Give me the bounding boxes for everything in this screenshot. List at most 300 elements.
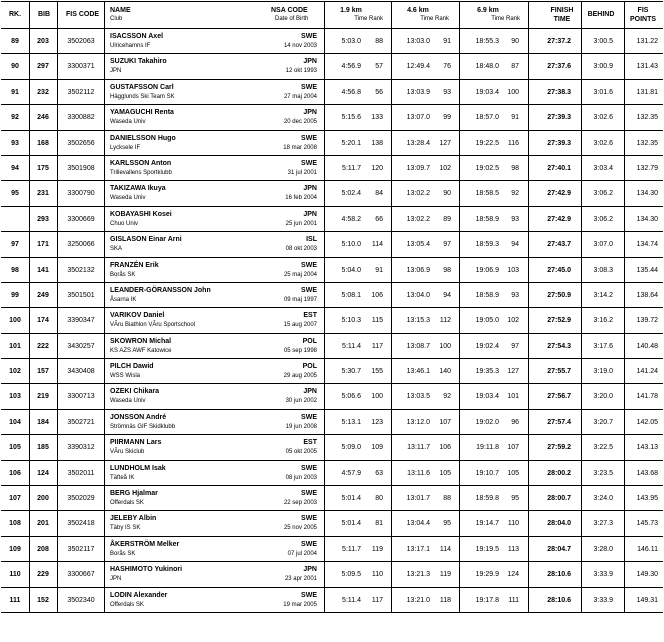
table-row bbox=[1, 384, 663, 409]
cell-split2-rank: 114 bbox=[439, 545, 451, 553]
cell-athlete-name: JONSSON André bbox=[110, 413, 167, 421]
column-divider bbox=[391, 461, 392, 485]
cell-athlete-name: ISACSSON Axel bbox=[110, 33, 164, 40]
cell-club: JPN bbox=[110, 576, 122, 583]
column-divider bbox=[581, 283, 582, 307]
column-divider bbox=[104, 232, 105, 256]
cell-fis-code: 3390347 bbox=[67, 317, 95, 325]
cell-split2-time: 13:12.0 bbox=[406, 418, 430, 426]
column-divider bbox=[459, 384, 460, 408]
cell-fis-code: 3300669 bbox=[67, 215, 95, 223]
column-divider bbox=[324, 359, 325, 383]
cell-dob: 19 mar 2005 bbox=[283, 601, 317, 608]
cell-bib: 246 bbox=[37, 114, 49, 122]
column-divider bbox=[391, 537, 392, 561]
cell-split1-rank: 66 bbox=[375, 215, 383, 223]
column-divider bbox=[528, 588, 529, 612]
cell-fis-points: 149.31 bbox=[636, 596, 658, 604]
cell-split3-rank: 107 bbox=[507, 444, 519, 452]
cell-bib: 152 bbox=[37, 596, 49, 604]
column-divider bbox=[528, 511, 529, 535]
cell-split1-time: 5:08.1 bbox=[341, 291, 361, 299]
column-divider bbox=[104, 80, 105, 104]
column-divider bbox=[104, 359, 105, 383]
cell-split1-time: 5:30.7 bbox=[341, 368, 361, 376]
column-divider bbox=[391, 334, 392, 358]
column-divider bbox=[624, 461, 625, 485]
table-row bbox=[1, 283, 663, 308]
cell-rank: 91 bbox=[11, 88, 19, 96]
cell-bib: 184 bbox=[37, 418, 49, 426]
cell-split1-time: 5:01.4 bbox=[341, 520, 361, 528]
cell-split3-time: 19:02.4 bbox=[475, 342, 499, 350]
cell-club: Waseda Univ bbox=[110, 398, 146, 405]
cell-club: Chuo Univ bbox=[110, 220, 139, 227]
cell-finish-time: 27:42.9 bbox=[547, 190, 571, 198]
column-divider bbox=[528, 283, 529, 307]
table-row bbox=[1, 54, 663, 79]
cell-fis-points: 138.64 bbox=[636, 291, 658, 299]
cell-split2-time: 13:02.2 bbox=[406, 190, 430, 198]
cell-bib: 229 bbox=[37, 571, 49, 579]
cell-split3-rank: 124 bbox=[507, 571, 519, 579]
cell-athlete-name: JELEBY Albin bbox=[110, 515, 157, 523]
cell-dob: 08 okt 2003 bbox=[285, 246, 317, 253]
cell-dob: 16 feb 2004 bbox=[285, 195, 317, 202]
column-divider bbox=[29, 410, 30, 434]
results-table-body bbox=[1, 29, 663, 613]
table-row bbox=[1, 562, 663, 587]
cell-behind: 3:20.0 bbox=[593, 393, 613, 401]
cell-bib: 208 bbox=[37, 545, 49, 553]
cell-club: Offerdals SK bbox=[110, 500, 144, 507]
cell-split1-rank: 91 bbox=[375, 266, 383, 274]
cell-dob: 09 maj 1997 bbox=[283, 296, 317, 303]
cell-rank: 99 bbox=[11, 291, 19, 299]
cell-finish-time: 27:43.7 bbox=[547, 241, 571, 249]
column-divider bbox=[528, 410, 529, 434]
cell-nsa-code: JPN bbox=[303, 109, 317, 117]
cell-finish-time: 27:40.1 bbox=[547, 164, 571, 172]
column-divider bbox=[581, 486, 582, 510]
column-divider bbox=[391, 562, 392, 586]
column-divider bbox=[391, 131, 392, 155]
header-split3-time-rank: Time Rank bbox=[491, 16, 520, 22]
cell-dob: 07 jul 2004 bbox=[287, 550, 317, 557]
cell-dob: 05 okt 2005 bbox=[285, 449, 317, 456]
column-divider bbox=[624, 80, 625, 104]
cell-split1-rank: 81 bbox=[375, 520, 383, 528]
cell-finish-time: 27:37.6 bbox=[547, 63, 571, 71]
cell-nsa-code: POL bbox=[302, 363, 317, 371]
cell-split1-rank: 117 bbox=[371, 596, 383, 604]
cell-fis-points: 134.30 bbox=[636, 215, 658, 223]
cell-split3-time: 18:58.9 bbox=[475, 215, 499, 223]
column-divider bbox=[391, 156, 392, 180]
cell-split2-rank: 95 bbox=[443, 520, 451, 528]
column-divider bbox=[29, 461, 30, 485]
cell-split3-rank: 91 bbox=[511, 114, 519, 122]
cell-split3-rank: 96 bbox=[511, 418, 519, 426]
cell-bib: 219 bbox=[37, 393, 49, 401]
cell-behind: 3:17.6 bbox=[593, 342, 613, 350]
cell-club: Waseda Univ bbox=[110, 195, 146, 202]
column-divider bbox=[104, 156, 105, 180]
cell-split1-time: 4:58.2 bbox=[341, 215, 361, 223]
column-divider bbox=[324, 232, 325, 256]
cell-dob: 08 jun 2003 bbox=[285, 474, 317, 481]
table-row bbox=[1, 80, 663, 105]
column-divider bbox=[624, 258, 625, 282]
column-divider bbox=[324, 29, 325, 53]
cell-fis-code: 3430257 bbox=[67, 342, 95, 350]
cell-fis-code: 3502029 bbox=[67, 495, 95, 503]
cell-split1-time: 5:11.4 bbox=[342, 342, 361, 350]
column-divider bbox=[459, 80, 460, 104]
cell-club: Borås SK bbox=[110, 550, 136, 557]
column-divider bbox=[29, 105, 30, 129]
cell-split3-rank: 93 bbox=[511, 215, 519, 223]
cell-club: Borås SK bbox=[110, 271, 136, 278]
column-divider bbox=[57, 131, 58, 155]
cell-split3-rank: 105 bbox=[507, 469, 519, 477]
column-divider bbox=[29, 80, 30, 104]
table-row bbox=[1, 131, 663, 156]
cell-nsa-code: SWE bbox=[301, 490, 317, 498]
cell-rank: 98 bbox=[11, 266, 19, 274]
column-divider bbox=[459, 29, 460, 53]
table-row bbox=[1, 29, 663, 54]
header-dob: Date of Birth bbox=[275, 16, 309, 22]
cell-split1-time: 4:57.9 bbox=[341, 469, 361, 477]
cell-split2-rank: 89 bbox=[443, 215, 451, 223]
cell-fis-points: 143.13 bbox=[636, 444, 658, 452]
cell-club: Hägglunds Ski Team SK bbox=[110, 93, 175, 100]
cell-fis-code: 3300790 bbox=[67, 190, 95, 198]
column-divider bbox=[104, 131, 105, 155]
cell-split1-time: 5:13.1 bbox=[341, 418, 361, 426]
cell-split2-rank: 112 bbox=[439, 317, 451, 325]
cell-fis-code: 3300667 bbox=[67, 571, 95, 579]
cell-split3-rank: 98 bbox=[511, 164, 519, 172]
cell-fis-code: 3501908 bbox=[67, 164, 95, 172]
cell-fis-code: 3502132 bbox=[67, 266, 95, 274]
cell-finish-time: 27:45.0 bbox=[547, 266, 571, 274]
header-divider bbox=[324, 2, 325, 28]
cell-split3-rank: 127 bbox=[507, 368, 519, 376]
cell-rank: 89 bbox=[11, 38, 19, 45]
column-divider bbox=[391, 486, 392, 510]
column-divider bbox=[57, 588, 58, 612]
column-divider bbox=[104, 461, 105, 485]
cell-dob: 20 dec 2005 bbox=[283, 119, 317, 126]
cell-behind: 3:19.0 bbox=[593, 368, 613, 376]
column-divider bbox=[57, 410, 58, 434]
cell-split2-rank: 106 bbox=[439, 444, 451, 452]
cell-split2-time: 13:08.7 bbox=[406, 342, 430, 350]
column-divider bbox=[324, 588, 325, 612]
cell-bib: 249 bbox=[37, 291, 49, 299]
header-behind: BEHIND bbox=[587, 11, 615, 18]
column-divider bbox=[624, 308, 625, 332]
column-divider bbox=[459, 461, 460, 485]
column-divider bbox=[29, 283, 30, 307]
cell-club: Åsarna IK bbox=[110, 296, 137, 303]
cell-split3-time: 19:11.8 bbox=[476, 444, 499, 452]
cell-fis-points: 149.30 bbox=[636, 571, 658, 579]
cell-nsa-code: POL bbox=[302, 337, 317, 345]
cell-split3-time: 19:02.0 bbox=[475, 418, 499, 426]
column-divider bbox=[624, 486, 625, 510]
cell-split1-time: 4:56.9 bbox=[341, 63, 361, 71]
cell-behind: 3:14.2 bbox=[593, 291, 613, 299]
cell-fis-code: 3502418 bbox=[67, 520, 95, 528]
cell-finish-time: 27:50.9 bbox=[547, 291, 571, 299]
column-divider bbox=[29, 131, 30, 155]
cell-fis-code: 3502721 bbox=[67, 418, 95, 426]
cell-split1-rank: 106 bbox=[371, 291, 383, 299]
column-divider bbox=[581, 105, 582, 129]
cell-fis-code: 3300882 bbox=[67, 114, 95, 122]
cell-rank: 110 bbox=[9, 571, 21, 579]
header-nsa-code: NSA CODE bbox=[271, 7, 308, 14]
column-divider bbox=[57, 359, 58, 383]
column-divider bbox=[391, 105, 392, 129]
cell-split1-time: 5:06.6 bbox=[341, 393, 361, 401]
column-divider bbox=[528, 105, 529, 129]
cell-rank: 93 bbox=[11, 139, 19, 147]
column-divider bbox=[459, 105, 460, 129]
cell-fis-points: 132.35 bbox=[636, 114, 658, 122]
column-divider bbox=[29, 384, 30, 408]
cell-finish-time: 28:00.7 bbox=[547, 495, 571, 503]
column-divider bbox=[459, 562, 460, 586]
cell-nsa-code: SWE bbox=[301, 159, 317, 167]
column-divider bbox=[29, 258, 30, 282]
column-divider bbox=[581, 537, 582, 561]
column-divider bbox=[324, 105, 325, 129]
column-divider bbox=[624, 384, 625, 408]
cell-split2-rank: 107 bbox=[439, 418, 451, 426]
cell-split3-time: 19:06.9 bbox=[475, 266, 499, 274]
column-divider bbox=[581, 435, 582, 459]
cell-split1-rank: 88 bbox=[375, 38, 383, 45]
cell-split1-time: 5:01.4 bbox=[341, 495, 361, 503]
cell-finish-time: 27:39.3 bbox=[547, 114, 571, 122]
cell-split3-rank: 87 bbox=[511, 63, 519, 71]
cell-dob: 30 jun 2002 bbox=[285, 398, 317, 405]
cell-split3-rank: 103 bbox=[507, 266, 519, 274]
cell-bib: 171 bbox=[37, 241, 49, 249]
column-divider bbox=[624, 207, 625, 231]
column-divider bbox=[29, 486, 30, 510]
column-divider bbox=[391, 232, 392, 256]
cell-split3-rank: 110 bbox=[507, 520, 519, 528]
cell-nsa-code: EST bbox=[303, 439, 317, 447]
cell-rank: 94 bbox=[11, 164, 19, 172]
column-divider bbox=[391, 258, 392, 282]
cell-split1-rank: 63 bbox=[375, 469, 383, 477]
cell-fis-points: 141.24 bbox=[636, 368, 658, 376]
cell-split3-time: 19:10.7 bbox=[475, 469, 499, 477]
cell-athlete-name: FRANZÉN Erik bbox=[110, 261, 159, 269]
header-split1: 1.9 km bbox=[340, 7, 362, 14]
cell-behind: 3:20.7 bbox=[593, 418, 613, 426]
header-divider bbox=[57, 2, 58, 28]
column-divider bbox=[528, 80, 529, 104]
column-divider bbox=[581, 181, 582, 205]
cell-finish-time: 28:04.0 bbox=[547, 520, 571, 528]
cell-split2-rank: 97 bbox=[443, 241, 451, 249]
cell-finish-time: 27:56.7 bbox=[547, 393, 571, 401]
header-divider bbox=[104, 2, 105, 28]
column-divider bbox=[528, 181, 529, 205]
column-divider bbox=[57, 461, 58, 485]
column-divider bbox=[324, 410, 325, 434]
cell-split1-rank: 119 bbox=[371, 545, 383, 553]
column-divider bbox=[57, 232, 58, 256]
cell-nsa-code: SWE bbox=[301, 83, 317, 91]
cell-behind: 3:24.0 bbox=[593, 495, 613, 503]
cell-bib: 203 bbox=[37, 38, 49, 45]
cell-split3-rank: 94 bbox=[511, 241, 519, 249]
column-divider bbox=[528, 461, 529, 485]
cell-nsa-code: SWE bbox=[301, 413, 317, 421]
cell-bib: 293 bbox=[37, 215, 49, 223]
cell-bib: 231 bbox=[37, 190, 49, 198]
cell-bib: 124 bbox=[37, 469, 49, 477]
cell-split1-rank: 114 bbox=[371, 241, 383, 249]
cell-fis-code: 3250066 bbox=[67, 241, 95, 249]
cell-finish-time: 28:10.6 bbox=[547, 596, 571, 604]
cell-fis-points: 141.78 bbox=[636, 393, 658, 401]
cell-nsa-code: JPN bbox=[303, 58, 317, 66]
header-fis: FIS bbox=[637, 7, 649, 14]
column-divider bbox=[581, 232, 582, 256]
cell-behind: 3:06.2 bbox=[593, 190, 613, 198]
cell-dob: 27 maj 2004 bbox=[283, 93, 317, 100]
column-divider bbox=[528, 232, 529, 256]
cell-split2-rank: 76 bbox=[443, 63, 451, 71]
cell-split3-time: 19:19.5 bbox=[475, 545, 499, 553]
column-divider bbox=[528, 486, 529, 510]
cell-split2-rank: 90 bbox=[443, 190, 451, 198]
header-name: NAME bbox=[110, 7, 131, 14]
cell-athlete-name: YAMAGUCHI Renta bbox=[110, 109, 174, 117]
column-divider bbox=[391, 308, 392, 332]
column-divider bbox=[57, 537, 58, 561]
cell-nsa-code: SWE bbox=[301, 540, 317, 548]
cell-split2-rank: 98 bbox=[443, 266, 451, 274]
cell-split3-time: 19:29.9 bbox=[475, 571, 499, 579]
column-divider bbox=[459, 511, 460, 535]
header-club: Club bbox=[110, 16, 123, 22]
header-finish: FINISH bbox=[550, 7, 574, 14]
column-divider bbox=[459, 54, 460, 78]
cell-athlete-name: OZEKI Chikara bbox=[110, 388, 160, 396]
header-points: POINTS bbox=[629, 16, 657, 23]
cell-behind: 3:02.6 bbox=[593, 139, 613, 147]
cell-split3-time: 18:58.9 bbox=[475, 291, 499, 299]
cell-club: JPN bbox=[110, 68, 122, 75]
cell-split1-time: 5:10.3 bbox=[341, 317, 361, 325]
cell-finish-time: 27:52.9 bbox=[547, 317, 571, 325]
column-divider bbox=[624, 181, 625, 205]
header-divider bbox=[581, 2, 582, 28]
column-divider bbox=[324, 562, 325, 586]
cell-split1-rank: 110 bbox=[371, 571, 383, 579]
column-divider bbox=[324, 435, 325, 459]
cell-rank: 100 bbox=[9, 317, 21, 325]
table-row bbox=[1, 181, 663, 206]
cell-athlete-name: PILCH Dawid bbox=[110, 363, 154, 371]
cell-finish-time: 27:55.7 bbox=[547, 368, 571, 376]
cell-athlete-name: PIIRMANN Lars bbox=[110, 439, 162, 447]
cell-fis-code: 3502340 bbox=[67, 596, 95, 604]
cell-split1-time: 5:20.1 bbox=[341, 139, 361, 147]
cell-nsa-code: EST bbox=[303, 312, 317, 320]
cell-split2-time: 13:15.3 bbox=[406, 317, 430, 325]
cell-rank: 107 bbox=[9, 495, 21, 503]
cell-behind: 3:03.4 bbox=[593, 164, 613, 172]
cell-split1-rank: 56 bbox=[375, 88, 383, 96]
cell-rank: 90 bbox=[11, 63, 19, 71]
cell-split3-time: 19:03.4 bbox=[475, 88, 499, 96]
cell-athlete-name: DANIELSSON Hugo bbox=[110, 134, 176, 142]
cell-nsa-code: JPN bbox=[303, 185, 317, 193]
header-divider bbox=[29, 2, 30, 28]
column-divider bbox=[624, 232, 625, 256]
column-divider bbox=[391, 29, 392, 53]
column-divider bbox=[459, 131, 460, 155]
column-divider bbox=[29, 588, 30, 612]
cell-split3-rank: 102 bbox=[507, 317, 519, 325]
cell-fis-points: 146.11 bbox=[637, 545, 658, 553]
cell-split1-rank: 100 bbox=[371, 393, 383, 401]
header-finish-time: TIME bbox=[553, 16, 571, 23]
cell-split2-time: 13:11.6 bbox=[407, 469, 430, 477]
cell-bib: 200 bbox=[37, 495, 49, 503]
cell-split1-time: 4:56.8 bbox=[341, 88, 361, 96]
cell-split1-time: 5:15.6 bbox=[341, 114, 361, 122]
cell-split2-rank: 92 bbox=[443, 393, 451, 401]
cell-fis-code: 3502011 bbox=[67, 469, 95, 477]
cell-rank: 109 bbox=[9, 545, 21, 553]
cell-dob: 23 apr 2001 bbox=[284, 576, 317, 583]
header-divider bbox=[391, 2, 392, 28]
column-divider bbox=[624, 359, 625, 383]
table-row bbox=[1, 486, 663, 511]
cell-split2-rank: 105 bbox=[439, 469, 451, 477]
table-row bbox=[1, 435, 663, 460]
column-divider bbox=[459, 334, 460, 358]
cell-fis-code: 3390312 bbox=[67, 444, 95, 452]
cell-dob: 25 nov 2005 bbox=[283, 525, 317, 532]
column-divider bbox=[57, 207, 58, 231]
column-divider bbox=[581, 588, 582, 612]
cell-fis-code: 3502112 bbox=[67, 88, 95, 96]
column-divider bbox=[581, 334, 582, 358]
cell-rank: 101 bbox=[9, 342, 21, 350]
column-divider bbox=[528, 29, 529, 53]
column-divider bbox=[29, 511, 30, 535]
column-divider bbox=[624, 511, 625, 535]
cell-split1-rank: 120 bbox=[371, 164, 383, 172]
cell-behind: 3:00.5 bbox=[593, 38, 613, 45]
column-divider bbox=[624, 105, 625, 129]
cell-bib: 141 bbox=[37, 266, 49, 274]
cell-dob: 25 maj 2004 bbox=[283, 271, 317, 278]
